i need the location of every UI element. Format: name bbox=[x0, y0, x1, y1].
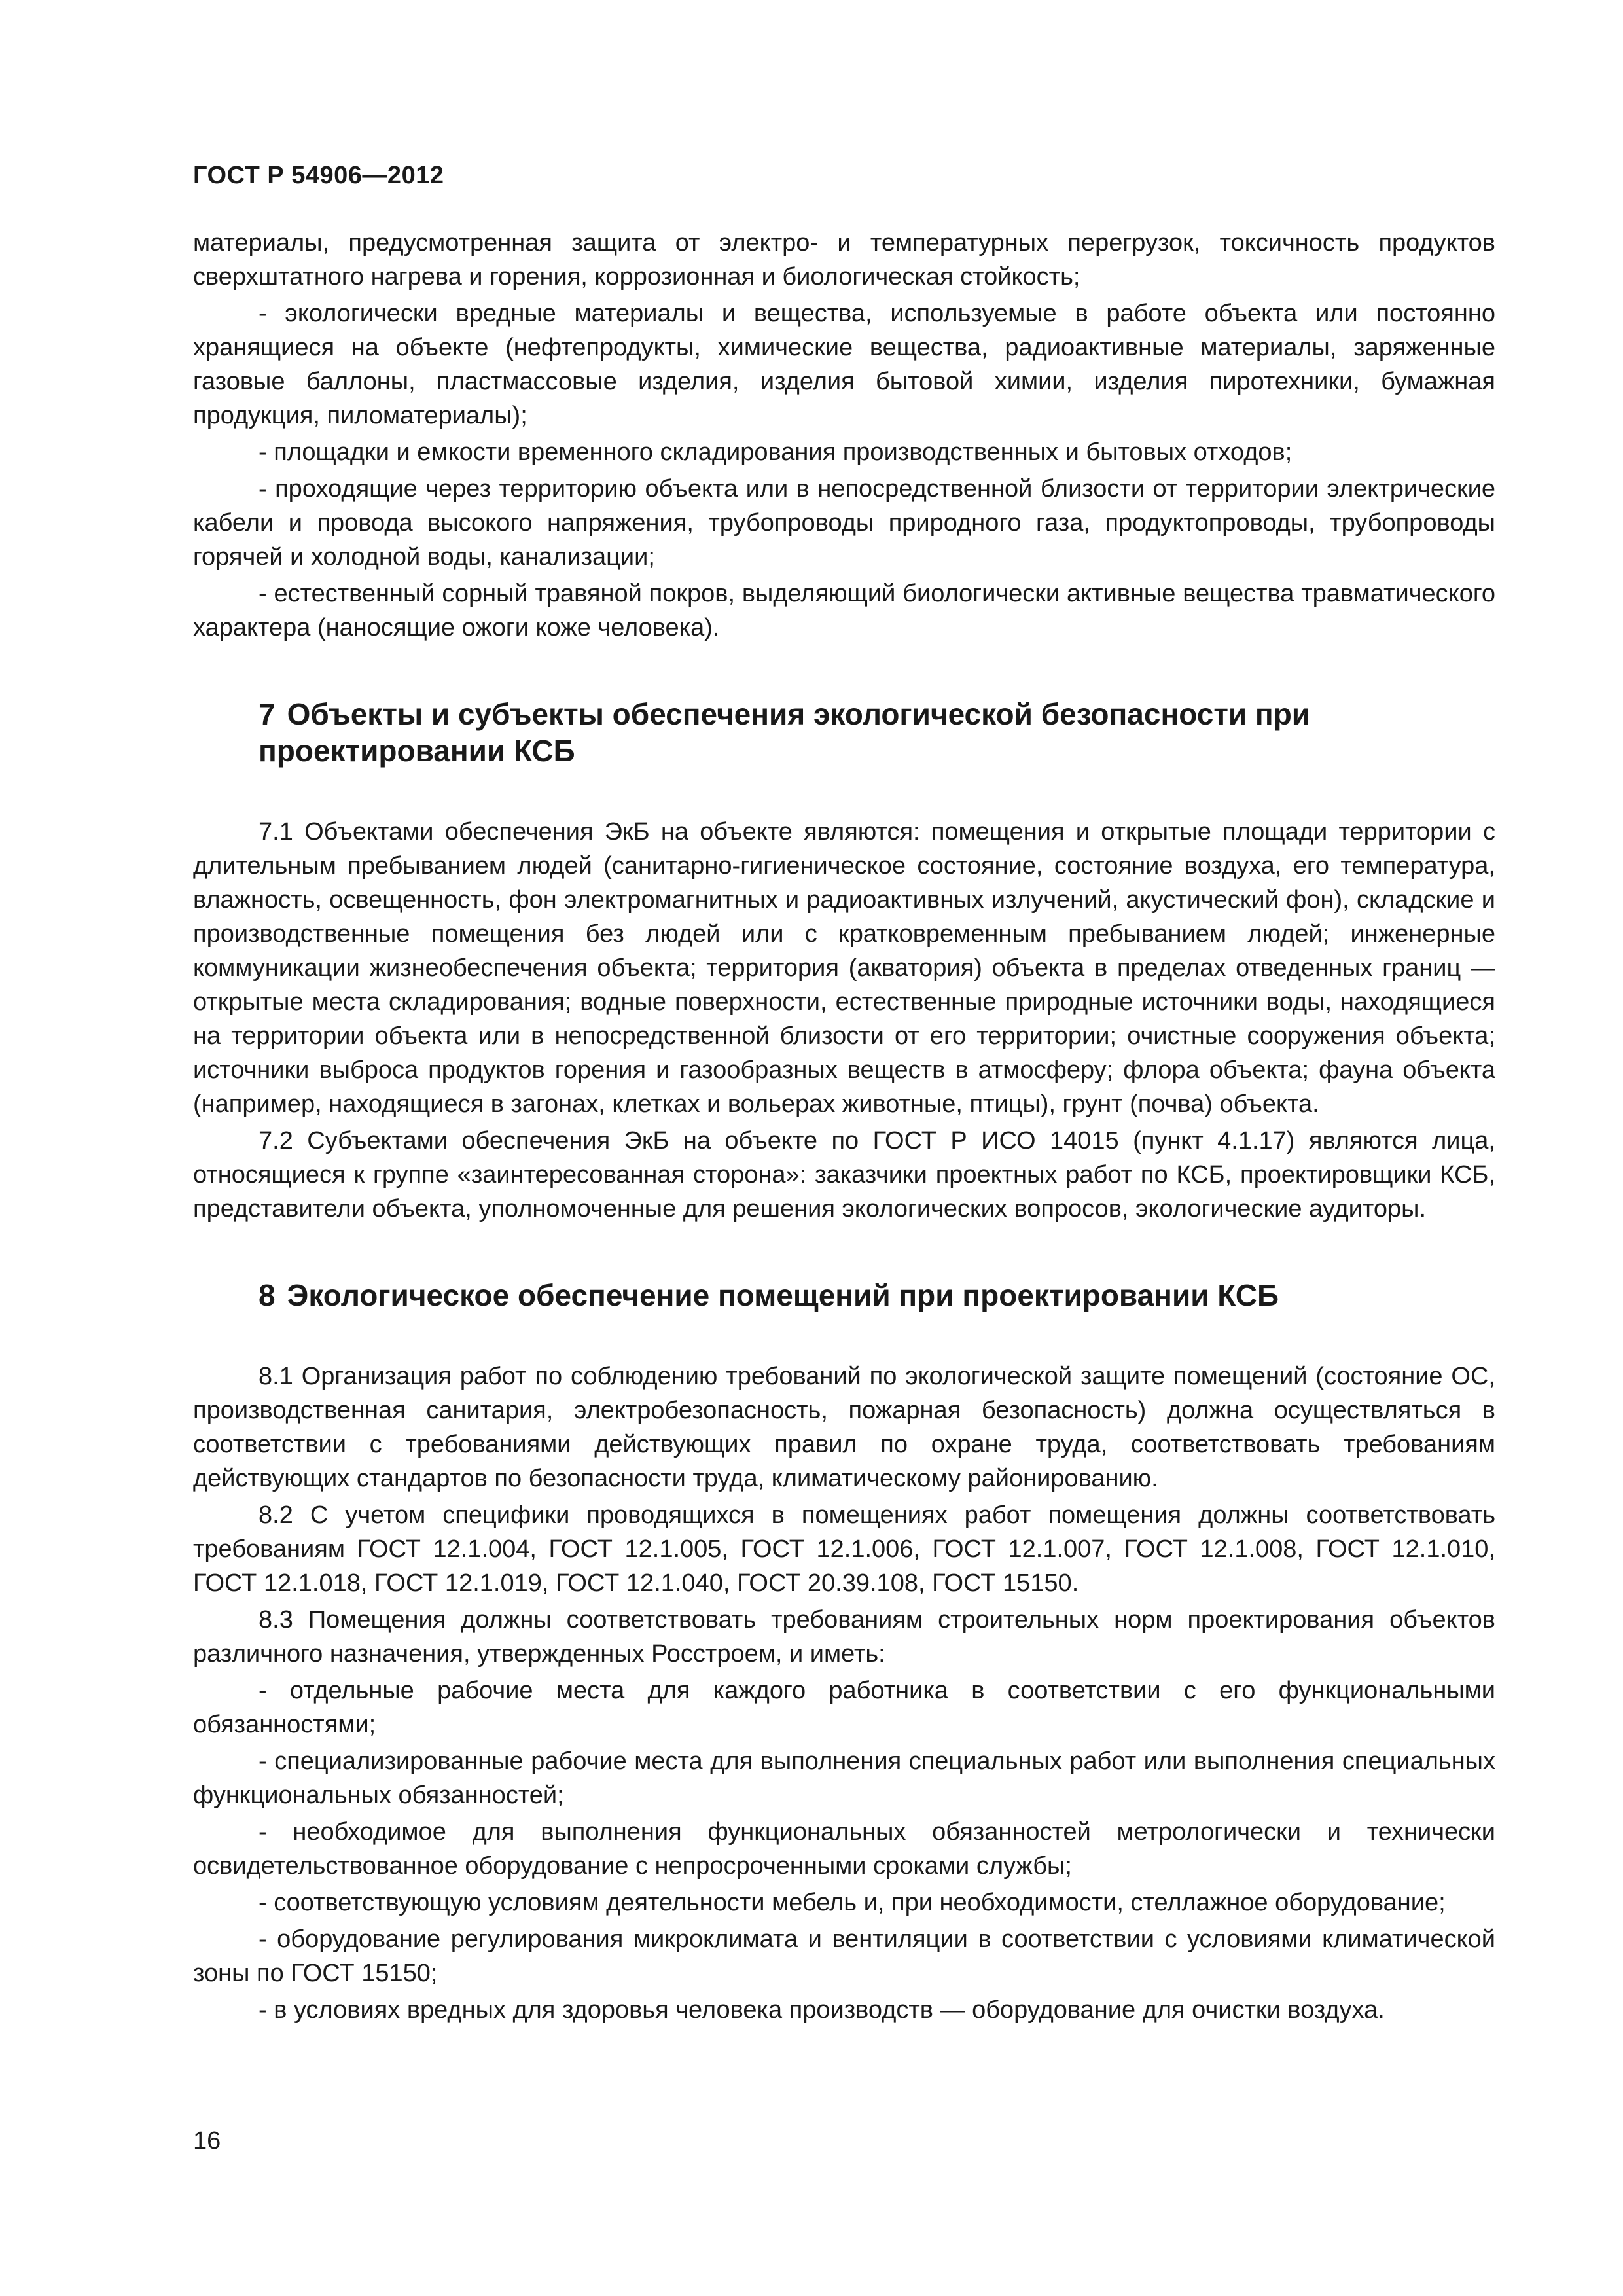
list-item: - естественный сорный травяной покров, выделяющий биологически активные вещества травматического характера (наносящие ожоги коже человека). bbox=[193, 580, 1495, 641]
list-item: - экологически вредные материалы и вещества, используемые в работе объекта или постоянно хранящиеся на объекте (нефтепродукты, химические вещества, радиоактивные материалы, заряженные газовые баллоны, пластмассовые изделия, изделия бытовой химии, изделия пиротехники, бумажная продукция, пиломатериалы); bbox=[193, 300, 1495, 429]
section-8-title: Экологическое обеспечение помещений при проектировании КСБ bbox=[287, 1278, 1279, 1312]
paragraph-7-2: 7.2 Субъектами обеспечения ЭкБ на объекте по ГОСТ Р ИСО 14015 (пункт 4.1.17) являются лица, относящиеся к группе «заинтересованная сторона»: заказчики проектных работ по КСБ, проектировщики КСБ, представители объекта, уполномоченные для решения экологических вопросов, экологические аудиторы. bbox=[193, 1127, 1495, 1223]
list-item: - площадки и емкости временного складирования производственных и бытовых отходов; bbox=[259, 439, 1293, 466]
page-number: 16 bbox=[193, 2127, 221, 2155]
list-item: - необходимое для выполнения функциональных обязанностей метрологически и технически освидетельствованное оборудование с непросроченными сроками службы; bbox=[193, 1818, 1495, 1880]
section-7-title: Объекты и субъекты обеспечения экологической безопасности при проектировании КСБ bbox=[259, 697, 1311, 768]
section-7-heading bbox=[193, 696, 1495, 769]
list-item: - в условиях вредных для здоровья человека производств — оборудование для очистки воздуха. bbox=[259, 1996, 1385, 2024]
document-body bbox=[193, 226, 1495, 2030]
section-8-number: 8 bbox=[259, 1278, 276, 1312]
list-item: - отдельные рабочие места для каждого работника в соответствии с его функциональными обязанностями; bbox=[193, 1677, 1495, 1738]
list-item: - соответствующую условиям деятельности мебель и, при необходимости, стеллажное оборудование; bbox=[259, 1889, 1446, 1916]
paragraph-8-3: 8.3 Помещения должны соответствовать требованиям строительных норм проектирования объектов различного назначения, утвержденных Росстроем, и иметь: bbox=[193, 1606, 1495, 1668]
list-item: - оборудование регулирования микроклимата и вентиляции в соответствии с условиями климатической зоны по ГОСТ 15150; bbox=[193, 1926, 1495, 1987]
list-item: - проходящие через территорию объекта или в непосредственной близости от территории электрические кабели и провода высокого напряжения, трубопроводы природного газа, продуктопроводы, трубопроводы горячей и холодной воды, канализации; bbox=[193, 475, 1495, 571]
document-code: ГОСТ Р 54906—2012 bbox=[193, 162, 444, 189]
section-8-heading bbox=[193, 1277, 1495, 1314]
paragraph-7-1: 7.1 Объектами обеспечения ЭкБ на объекте являются: помещения и открытые площади территории с длительным пребыванием людей (санитарно-гигиеническое состояние, состояние воздуха, его температура, влажность, освещенность, фон электромагнитных и радиоактивных излучений, акустический фон), складские и производственные помещения без людей или с кратковременным пребыванием людей; инженерные коммуникации жизнеобеспечения объекта; территория (акватория) объекта в пределах отведенных границ — открытые места складирования; водные поверхности, естественные природные источники воды, находящиеся на территории объекта или в непосредственной близости от его территории; очистные сооружения объекта; источники выброса продуктов горения и газообразных веществ в атмосферу; флора объекта; фауна объекта (например, находящиеся в загонах, клетках и вольерах животные, птицы), грунт (почва) объекта. bbox=[193, 818, 1495, 1118]
section-7-number: 7 bbox=[259, 697, 276, 731]
paragraph-continuation: материалы, предусмотренная защита от электро- и температурных перегрузок, токсичность продуктов сверхштатного нагрева и горения, коррозионная и биологическая стойкость; bbox=[193, 229, 1495, 291]
list-item: - специализированные рабочие места для выполнения специальных работ или выполнения специальных функциональных обязанностей; bbox=[193, 1748, 1495, 1809]
paragraph-8-2: 8.2 С учетом специфики проводящихся в помещениях работ помещения должны соответствовать требованиям ГОСТ 12.1.004, ГОСТ 12.1.005, ГОСТ 12.1.006, ГОСТ 12.1.007, ГОСТ 12.1.008, ГОСТ 12.1.010, ГОСТ 12.1.018, ГОСТ 12.1.019, ГОСТ 12.1.040, ГОСТ 20.39.108, ГОСТ 15150. bbox=[193, 1501, 1495, 1597]
paragraph-8-1: 8.1 Организация работ по соблюдению требований по экологической защите помещений (состояние ОС, производственная санитария, электробезопасность, пожарная безопасность) должна осуществляться в соответствии с требованиями действующих правил по охране труда, соответствовать требованиям действующих стандартов по безопасности труда, климатическому районированию. bbox=[193, 1363, 1495, 1492]
